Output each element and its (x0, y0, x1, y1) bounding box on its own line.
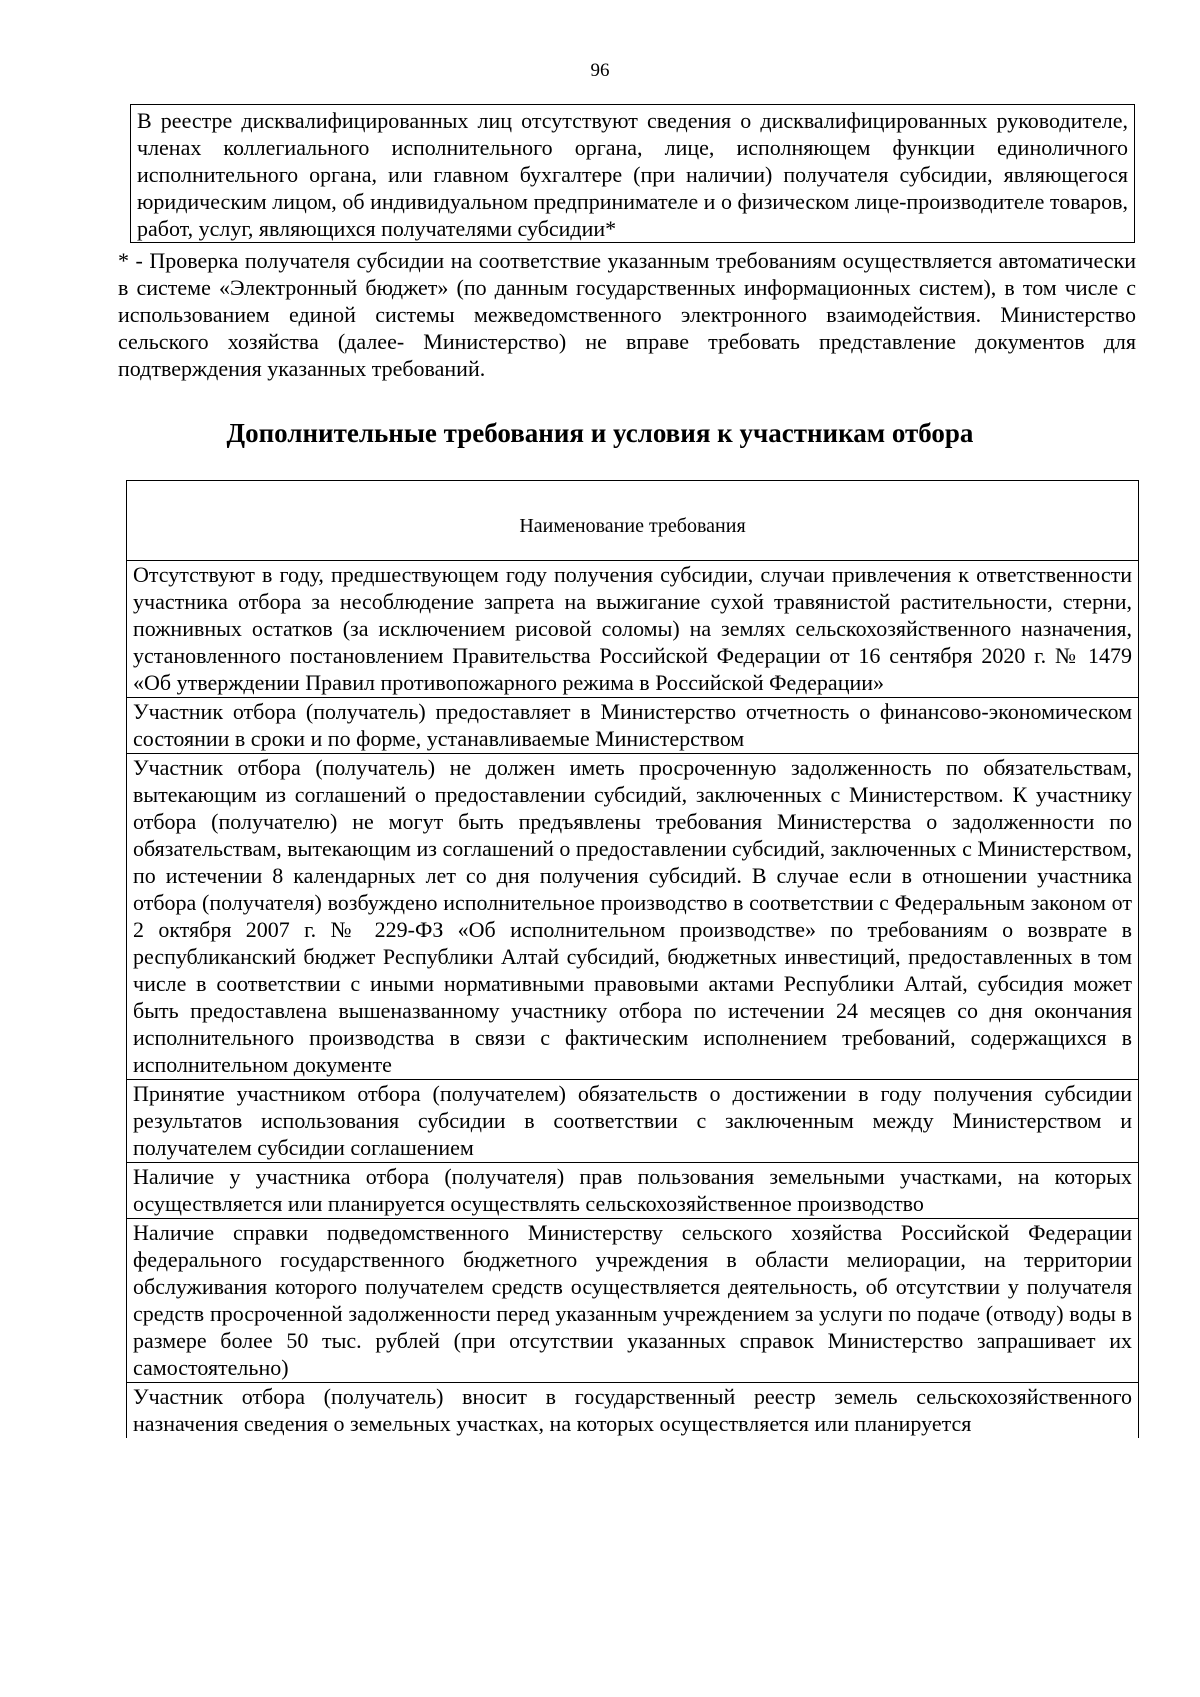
table-cell (127, 754, 1139, 1080)
disqualified-persons-box (130, 104, 1135, 243)
table-row (127, 1163, 1139, 1219)
table-cell (127, 1219, 1139, 1383)
table-cell (127, 1080, 1139, 1163)
table-row (127, 1383, 1139, 1439)
table-row (127, 561, 1139, 698)
table-row (127, 1219, 1139, 1383)
footnote-text: * - Проверка получателя субсидии на соответствие указанным требованиям осуществляется автоматически в системе «Электронный бюджет» (по данным государственных информационных систем), в том числе с использованием единой системы межведомственного электронного взаимодействия. Министерство сельского хозяйства (далее- Министерство) не вправе требовать представление документов для подтверждения указанных требований. (118, 248, 1136, 381)
requirement-text: Отсутствуют в году, предшествующем году получения субсидии, случаи привлечения к ответственности участника отбора за несоблюдение запрета на выжигание сухой травянистой растительности, стерни, пожнивных остатков (за исключением рисовой соломы) на землях сельскохозяйственного назначения, установленного постановлением Правительства Российской Федерации от 16 сентября 2020 г. № 1479 «Об утверждении Правил противопожарного режима в Российской Федерации» (133, 562, 1132, 695)
requirement-text: Участник отбора (получатель) вносит в государственный реестр земель сельскохозяйственного назначения сведения о земельных участках, на которых осуществляется или планируется (133, 1384, 1132, 1436)
table-header-cell: Наименование требования (127, 481, 1139, 561)
table-row (127, 754, 1139, 1080)
requirement-text: Участник отбора (получатель) предоставляет в Министерство отчетность о финансово-экономическом состоянии в сроки и по форме, устанавливаемые Министерством (133, 699, 1132, 751)
requirement-text: Принятие участником отбора (получателем) обязательств о достижении в году получения субсидии результатов использования субсидии в соответствии с заключенным между Министерством и получателем субсидии соглашением (133, 1081, 1132, 1160)
requirements-table (126, 480, 1139, 1438)
table-cell (127, 1383, 1139, 1439)
disqualified-persons-text: В реестре дисквалифицированных лиц отсутствуют сведения о дисквалифицированных руководителе, членах коллегиального исполнительного органа, лице, исполняющем функции единоличного исполнительного органа, или главном бухгалтере (при наличии) получателя субсидии, являющегося юридическим лицом, об индивидуальном предпринимателе и о физическом лице-производителе товаров, работ, услуг, являющихся получателями субсидии* (137, 108, 1128, 241)
requirement-text: Наличие у участника отбора (получателя) прав пользования земельными участками, на которых осуществляется или планируется осуществлять сельскохозяйственное производство (133, 1164, 1132, 1216)
table-cell (127, 698, 1139, 754)
table-cell (127, 1163, 1139, 1219)
table-row (127, 698, 1139, 754)
requirement-text: Наличие справки подведомственного Министерству сельского хозяйства Российской Федерации федерального государственного бюджетного учреждения в области мелиорации, на территории обслуживания которого получателем средств осуществляется деятельность, об отсутствии у получателя средств просроченной задолженности перед указанным учреждением за услуги по подаче (отводу) воды в размере более 50 тыс. рублей (при отсутствии указанных справок Министерство запрашивает их самостоятельно) (133, 1220, 1132, 1380)
section-heading: Дополнительные требования и условия к участникам отбора (226, 418, 974, 448)
page-number: 96 (590, 60, 610, 81)
table-header-row (127, 481, 1139, 561)
requirement-text: Участник отбора (получатель) не должен иметь просроченную задолженность по обязательствам, вытекающим из соглашений о предоставлении субсидий, заключенных с Министерством. К участнику отбора (получателю) не могут быть предъявлены требования Министерства о задолженности по обязательствам, вытекающим из соглашений о предоставлении субсидий, заключенных с Министерством, по истечении 8 календарных лет со дня получения субсидий. В случае если в отношении участника отбора (получателя) возбуждено исполнительное производство в соответствии с Федеральным законом от 2 октября 2007 г. № 229-ФЗ «Об исполнительном производстве» по требованиям о возврате в республиканский бюджет Республики Алтай субсидий, бюджетных инвестиций, предоставленных в том числе в соответствии с иными нормативными правовыми актами Республики Алтай, субсидия может быть предоставлена вышеназванному участнику отбора по истечении 24 месяцев со дня окончания исполнительного производства в связи с фактическим исполнением требований, содержащихся в исполнительном документе (133, 755, 1132, 1077)
footnote (118, 247, 1136, 382)
table-cell (127, 561, 1139, 698)
table-row (127, 1080, 1139, 1163)
